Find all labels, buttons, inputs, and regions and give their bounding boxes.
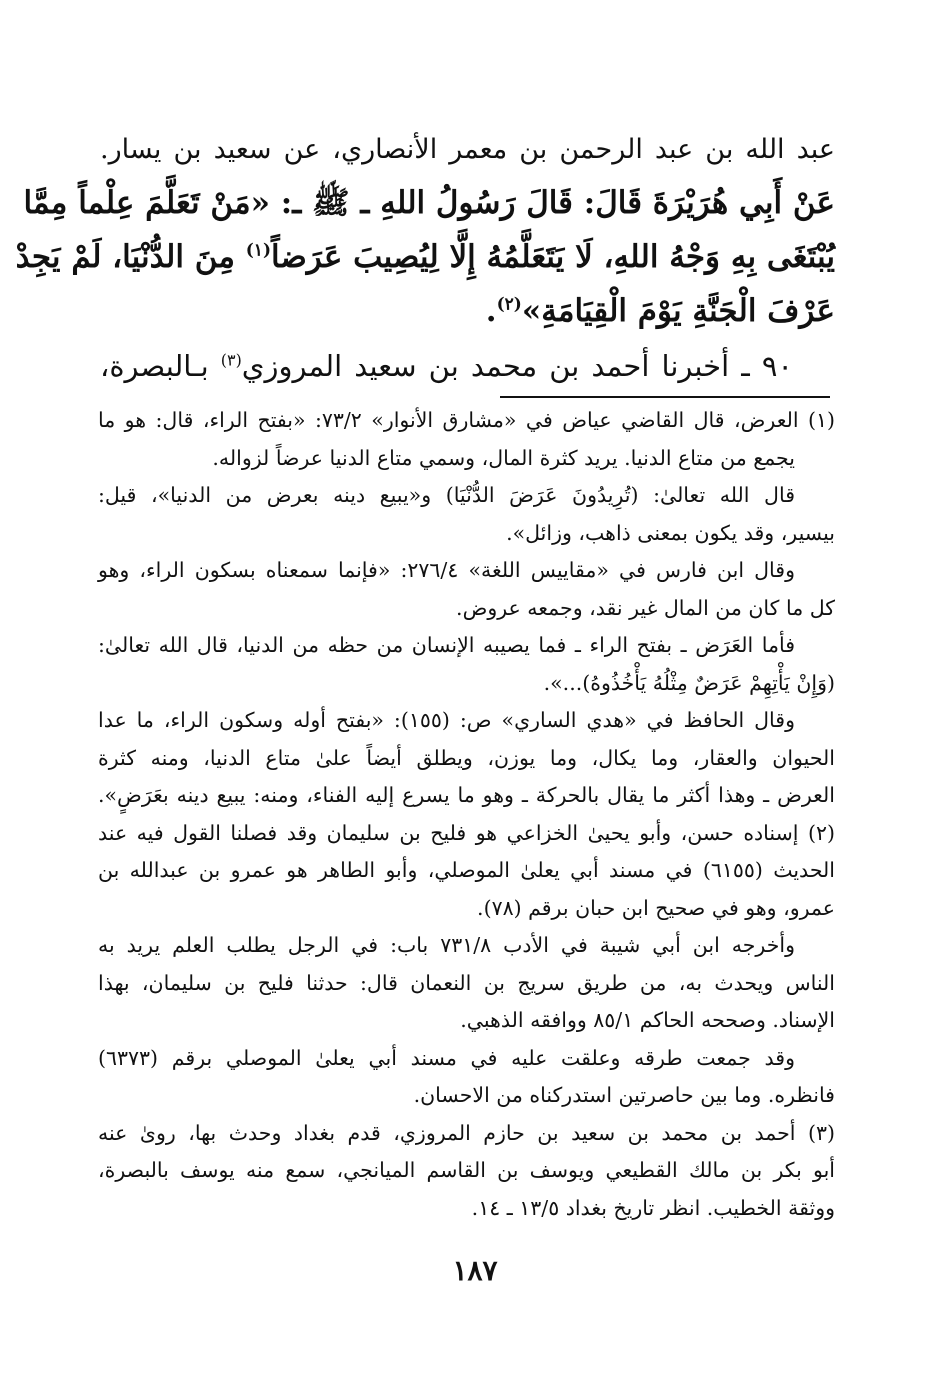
hadith-text: يُبْتَغَى بِهِ وَجْهُ اللهِ، لَا يَتَعَلَّمُهُ إِلَّا لِيُصِيبَ عَرَضاً [271, 239, 835, 275]
footnote-line: يجمع من متاع الدنيا. يريد كثرة المال، وسمي متاع الدنيا عرضاً لزواله. [212, 445, 795, 470]
hadith-line [23, 176, 835, 230]
footnote-line: الناس ويحدث به، من طريق سريج بن النعمان قال: حدثنا فليح بن سليمان، بهذا [98, 970, 835, 995]
footnote-separator [500, 396, 830, 398]
hadith-text: عَنْ أَبِي هُرَيْرَةَ قَالَ: قَالَ رَسُولُ اللهِ ـ ﷺ ـ: «مَنْ تَعَلَّمَ عِلْماً مِمَّا [23, 185, 835, 221]
hadith-line [15, 230, 835, 284]
footnote-line: (٢) إسناده حسن، وأبو يحيىٰ الخزاعي هو فليح بن سليمان وقد فصلنا القول فيه عند [98, 820, 835, 845]
page-number: ١٨٧ [452, 1254, 498, 1287]
footnote-line: (وَإِنْ يَأْتِهِمْ عَرَضٌ مِثْلُهُ يَأْخُذُوهُ)...». [543, 670, 835, 695]
footnote-line: (١) العرض، قال القاضي عياض في «مشارق الأنوار» ٧٣/٢: «بفتح الراء، قال: هو ما [98, 408, 835, 432]
footnote-line: بيسير، وقد يكون بمعنى ذاهب، وزائل». [506, 520, 835, 545]
footnote-line: (٣) أحمد بن محمد بن سعيد بن حازم المروزي، قدم بغداد وحدث بها، روىٰ عنه [98, 1120, 835, 1145]
footnote-ref-3[interactable]: (٣) [220, 350, 242, 370]
text-line-content: بـالبصرة، [100, 349, 221, 383]
text-line-content: ٩٠ ـ أخبرنا أحمد بن محمد بن سعيد المروزي [241, 349, 793, 383]
hadith-line [100, 284, 835, 338]
footnote-line: قال الله تعالىٰ: (تُرِيدُونَ عَرَضَ الدُّنْيَا) و«يبيع دينه بعرض من الدنيا»، قيل: [98, 483, 795, 507]
hadith-text: عَرْفَ الْجَنَّةِ يَوْمَ الْقِيَامَةِ» [521, 293, 835, 329]
footnote-ref-2[interactable]: (٢) [496, 294, 522, 315]
text-line-content: عبد الله بن عبد الرحمن بن معمر الأنصاري، عن سعيد بن يسار. [100, 134, 835, 165]
footnote-ref-1[interactable]: (١) [245, 240, 272, 261]
footnote-line: الحديث (٦١٥٥) في مسند أبي يعلىٰ الموصلي، وأبو الطاهر هو عمرو بن عبدالله بن [98, 858, 835, 882]
footnote-line: عمرو، وهو في صحيح ابن حبان برقم (٧٨). [477, 895, 835, 920]
hadith-text: . [485, 293, 497, 329]
footnote-line: وقال الحافظ في «هدي الساري» ص: (١٥٥): «بفتح أوله وسكون الراء، ما عدا [98, 708, 795, 732]
main-text [15, 128, 835, 392]
footnote-line: وقال ابن فارس في «مقاييس اللغة» ٢٧٦/٤: «فإنما سمعناه بسكون الراء، وهو [98, 558, 795, 582]
text-line [100, 128, 835, 176]
footnote-line: وأخرجه ابن أبي شيبة في الأدب ٧٣١/٨ باب: في الرجل يطلب العلم يريد به [98, 933, 795, 957]
footnote-line: العرض ـ وهذا أكثر ما يقال بالحركة ـ وهو ما يسرع إليه الفناء، ومنه: يبيع دينه بعَرَضٍ». [98, 783, 835, 807]
footnote-line: الحيوان والعقار، وما يكال، وما يوزن، ويطلق أيضاً علىٰ متاع الدنيا، ومنه كثرة [98, 745, 835, 770]
footnote-line: كل ما كان من المال غير نقد، وجمعه عروض. [456, 595, 835, 620]
footnote-line: أبو بكر بن مالك القطيعي ويوسف بن القاسم الميانجي، سمع منه يوسف بالبصرة، [98, 1158, 835, 1182]
footnote-line: ووثقة الخطيب. انظر تاريخ بغداد ١٣/٥ ـ ١٤. [471, 1195, 835, 1220]
footnote-line: فأما العَرَض ـ بفتح الراء ـ فما يصيبه الإنسان من حظه من الدنيا، قال الله تعالىٰ: [98, 633, 795, 657]
hadith-text: مِنَ الدُّنْيَا، لَمْ يَجِدْ [15, 239, 246, 275]
footnote-line: فانظره. وما بين حاصرتين استدركناه من الاحسان. [413, 1083, 835, 1107]
footnotes [98, 402, 835, 1227]
footnote-line: الإسناد. وصححه الحاكم ٨٥/١ ووافقه الذهبي. [460, 1008, 835, 1032]
footnote-line: وقد جمعت طرقه وعلقت عليه في مسند أبي يعلىٰ الموصلي برقم (٦٣٧٣) [98, 1045, 795, 1070]
text-line [100, 340, 835, 392]
